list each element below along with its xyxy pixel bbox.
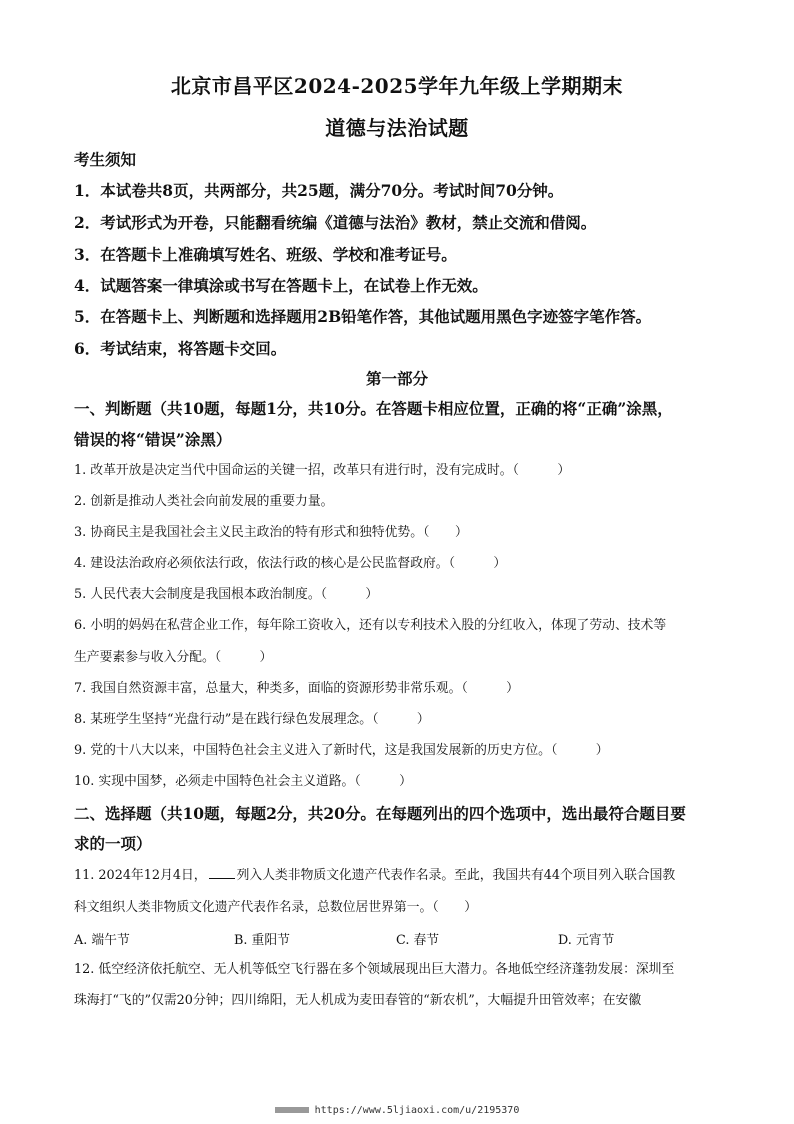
part-one-label: 第一部分: [365, 369, 428, 388]
notice-item: 5．在答题卡上、判断题和选择题用2B铅笔作答，其他试题用黑色字迹签字笔作答。: [74, 307, 652, 326]
question-6: 6. 小明的妈妈在私营企业工作，每年除工资收入，还有以专利技术入股的分红收入，体现了劳动、技术等: [74, 618, 667, 633]
watermark-logo-icon: [275, 1107, 309, 1113]
notice-item: 6．考试结束，将答题卡交回。: [74, 339, 287, 358]
question-1: 1. 改革开放是决定当代中国命运的关键一招，改革只有进行时，没有完成时。（ ）: [74, 463, 571, 478]
footer-url[interactable]: https://www.5ljiaoxi.com/u/2195370: [314, 1105, 520, 1116]
option-a: A. 端午节: [74, 933, 130, 948]
notice-item: 4．试题答案一律填涂或书写在答题卡上，在试卷上作无效。: [74, 276, 488, 295]
page-footer: [0, 1105, 794, 1116]
section-two-heading: 二、选择题（共10题，每题2分，共20分。在每题列出的四个选项中，选出最符合题目要: [74, 804, 686, 823]
question-11-pre: 11. 2024年12月4日，: [74, 868, 207, 883]
question-5: 5. 人民代表大会制度是我国根本政治制度。（ ）: [74, 587, 379, 602]
question-11-cont: 科文组织人类非物质文化遗产代表作名录，总数位居世界第一。（ ）: [74, 900, 478, 915]
option-d: D. 元宵节: [558, 933, 615, 948]
answer-blank: [209, 878, 235, 879]
notice-heading: 考生须知: [74, 150, 137, 169]
question-7: 7. 我国自然资源丰富，总量大，种类多，面临的资源形势非常乐观。（ ）: [74, 681, 519, 696]
question-11: [74, 866, 724, 886]
question-10: 10. 实现中国梦，必须走中国特色社会主义道路。（ ）: [74, 774, 412, 789]
question-8: 8. 某班学生坚持“光盘行动”是在践行绿色发展理念。（ ）: [74, 712, 430, 727]
exam-title: 北京市昌平区2024-2025学年九年级上学期期末: [170, 74, 624, 98]
section-one-heading-cont: 错误的将“错误”涂黑）: [74, 430, 232, 449]
question-12-cont: 珠海打“飞的”仅需20分钟；四川绵阳，无人机成为麦田春管的“新农机”，大幅提升田管效率；在安徽: [74, 993, 642, 1008]
exam-subtitle: 道德与法治试题: [325, 116, 469, 140]
question-9: 9. 党的十八大以来，中国特色社会主义进入了新时代，这是我国发展新的历史方位。（ ）: [74, 743, 609, 758]
question-4: 4. 建设法治政府必须依法行政，依法行政的核心是公民监督政府。（ ）: [74, 556, 507, 571]
notice-item: 3．在答题卡上准确填写姓名、班级、学校和准考证号。: [74, 245, 457, 264]
option-b: B. 重阳节: [234, 933, 290, 948]
question-6-cont: 生产要素参与收入分配。（ ）: [74, 650, 273, 665]
section-two-heading-cont: 求的一项）: [74, 834, 152, 853]
question-3: 3. 协商民主是我国社会主义民主政治的特有形式和独特优势。（ ）: [74, 525, 468, 540]
notice-item: 1．本试卷共8页，共两部分，共25题，满分70分。考试时间70分钟。: [74, 181, 564, 200]
question-12: 12. 低空经济依托航空、无人机等低空飞行器在多个领域展现出巨大潜力。各地低空经济蓬勃发展：深圳至: [74, 962, 675, 977]
question-11-post: 列入人类非物质文化遗产代表作名录。至此，我国共有44个项目列入联合国教: [236, 868, 676, 883]
question-2: 2. 创新是推动人类社会向前发展的重要力量。: [74, 494, 334, 509]
notice-item: 2．考试形式为开卷，只能翻看统编《道德与法治》教材，禁止交流和借阅。: [74, 213, 597, 232]
option-c: C. 春节: [396, 933, 440, 948]
section-one-heading: 一、判断题（共10题，每题1分，共10分。在答题卡相应位置，正确的将“正确”涂黑，: [74, 399, 673, 418]
